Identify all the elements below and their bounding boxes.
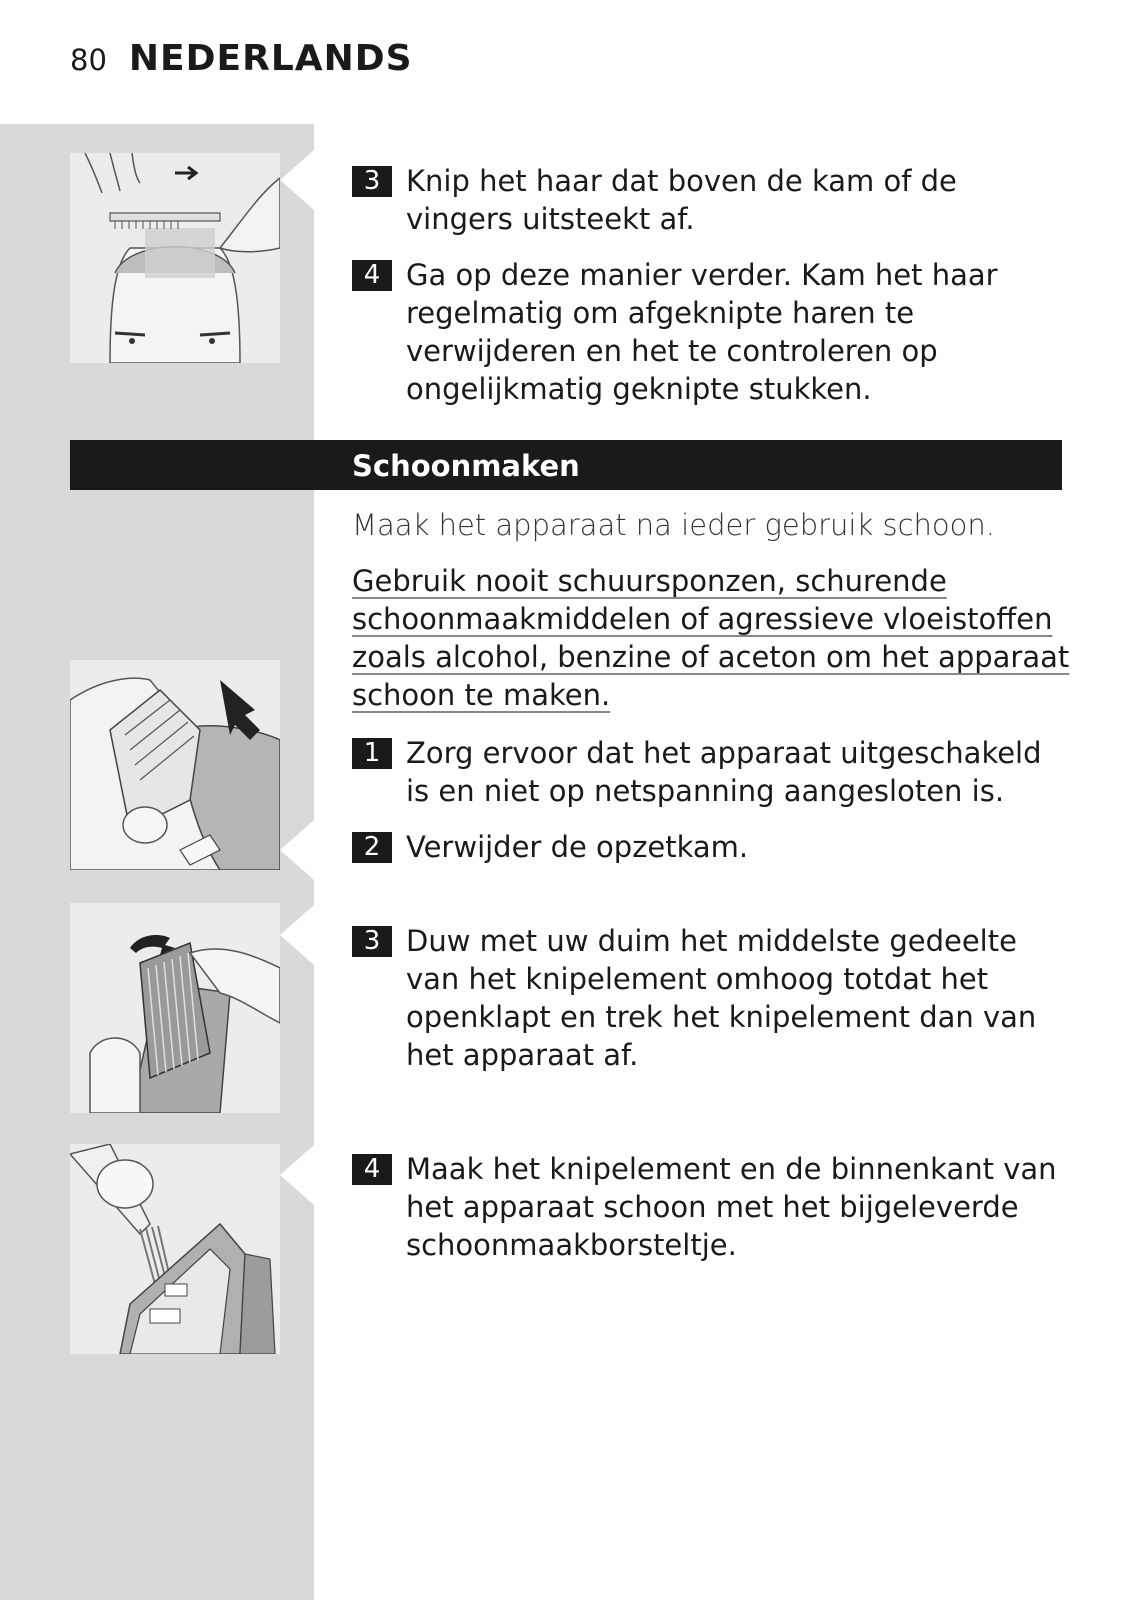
step-text: Ga op deze manier verder. Kam het haar regelmatig om afgeknipte haren te verwijderen en het te controleren op ongelijkmatig geknipte stukken.	[406, 258, 998, 406]
illustration-pointer	[280, 150, 314, 210]
haircut-comb-illustration	[70, 153, 280, 363]
step-2-cleaning	[352, 828, 1067, 866]
step-text: Duw met uw duim het middelste gedeelte van het knipelement omhoog totdat het openklapt en trek het knipelement dan van het apparaat af.	[406, 924, 1037, 1072]
illustration-pointer	[280, 820, 314, 880]
step-4-cleaning	[352, 1150, 1067, 1264]
cleaning-warning	[352, 562, 1072, 714]
comb-attachment-removal-illustration	[70, 660, 280, 870]
step-number: 4	[352, 260, 392, 291]
step-text: Maak het knipelement en de binnenkant van het apparaat schoon met het bijgeleverde schoonmaakborsteltje.	[406, 1152, 1057, 1262]
illustration-pointer	[280, 1145, 314, 1205]
page-number: 80	[70, 43, 107, 77]
section-title: Schoonmaken	[352, 449, 580, 483]
step-3-top	[352, 162, 1067, 238]
step-text: Knip het haar dat boven de kam of de vingers uitsteekt af.	[406, 164, 957, 236]
step-4-top	[352, 256, 1067, 408]
step-number: 3	[352, 166, 392, 197]
step-number: 4	[352, 1154, 392, 1185]
step-number: 2	[352, 832, 392, 863]
step-text: Zorg ervoor dat het apparaat uitgeschakeld is en niet op netspanning aangesloten is.	[406, 736, 1042, 808]
section-intro: Maak het apparaat na ieder gebruik schoon.	[352, 508, 995, 542]
step-number: 3	[352, 926, 392, 957]
step-number: 1	[352, 738, 392, 769]
cleaning-brush-illustration	[70, 1144, 280, 1354]
cutting-unit-open-illustration	[70, 903, 280, 1113]
language-title: NEDERLANDS	[128, 38, 413, 79]
page-header	[70, 38, 413, 88]
step-3-cleaning	[352, 922, 1067, 1074]
illustration-pointer	[280, 905, 314, 965]
step-text: Verwijder de opzetkam.	[406, 830, 749, 864]
step-1-cleaning	[352, 734, 1067, 810]
warning-text: Gebruik nooit schuursponzen, schurende schoonmaakmiddelen of agressieve vloeistoffen zoals alcohol, benzine of aceton om het apparaat schoon te maken.	[352, 564, 1070, 712]
